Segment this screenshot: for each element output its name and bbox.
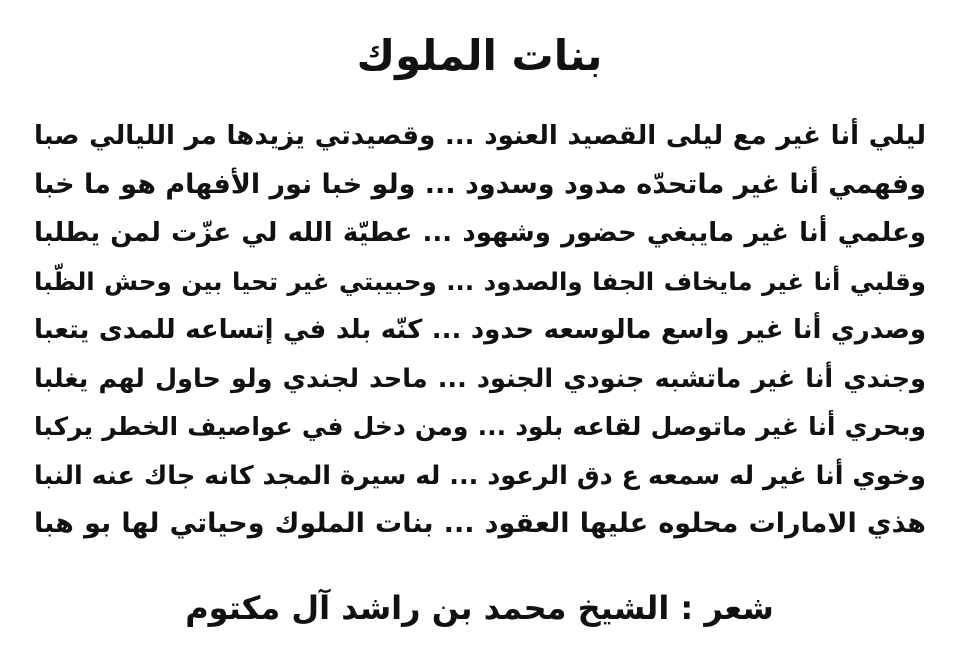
verse-line-7: وبحري أنا غير ماتوصل لقاعه بلود ... ومن دخل في عواصيف الخطر يركبا bbox=[34, 412, 926, 441]
poet-credit: شعر : الشيخ محمد بن راشد آل مكتوم bbox=[185, 589, 774, 627]
verse-line-3: وعلمي أنا غير مايبغي حضور وشهود ... عطيّة الله لي عزّت لمن يطلبا bbox=[34, 218, 926, 248]
poem-title: بنات الملوك bbox=[356, 31, 603, 80]
verse-line-2: وفهمي أنا غير ماتحدّه مدود وسدود ... ولو خبا نور الأفهام هو ما خبا bbox=[34, 168, 926, 200]
verse-line-8: وخوي أنا غير له سمعه ع دق الرعود ... له سيرة المجد كانه جاك عنه النبا bbox=[34, 460, 926, 491]
verse-list bbox=[34, 112, 926, 549]
verse-line-9: هذي الامارات محلوه عليها العقود ... بنات الملوك وحياتي لها بو هبا bbox=[34, 508, 926, 539]
verse-line-4: وقلبي أنا غير مايخاف الجفا والصدود ... وحبيبتي غير تحيا بين وحش الظّبا bbox=[34, 266, 926, 296]
verse-line-5: وصدري أنا غير واسع مالوسعه حدود ... كنّه بلد في إتساعه للمدى يتعبا bbox=[34, 315, 926, 345]
verse-line-1: ليلي أنا غير مع ليلى القصيد العنود ... وقصيدتي يزيدها مر الليالي صبا bbox=[34, 121, 926, 151]
verse-line-6: وجندي أنا غير ماتشبه جنودي الجنود ... ماحد لجندي ولو حاول لهم يغلبا bbox=[34, 363, 926, 394]
